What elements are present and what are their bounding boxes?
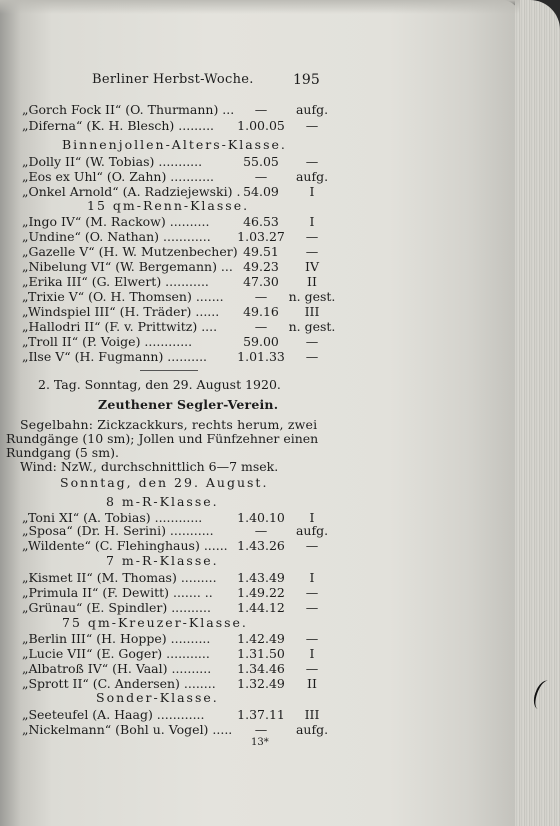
placement: III: [304, 304, 320, 319]
finish-time: 1.40.10: [237, 510, 285, 525]
course-text: Rundgänge (10 sm); Jollen und Fünfzehner einen: [6, 431, 319, 446]
course-text: Segelbahn: Zickzackkurs, rechts herum, zwei: [20, 417, 318, 432]
date-heading: Sonntag, den 29. August.: [60, 475, 269, 490]
boat-entry: „Erika III“ (G. Elwert) ...........: [22, 274, 209, 289]
boat-entry: „Trixie V“ (O. H. Thomsen) .......: [22, 289, 224, 304]
finish-time: 54.09: [243, 184, 279, 199]
boat-entry: „Troll II“ (P. Voige) ............: [22, 334, 193, 349]
finish-time: 49.16: [243, 304, 279, 319]
finish-time: —: [254, 523, 268, 538]
class-heading: 15 qm-Renn-Klasse.: [87, 198, 250, 213]
class-heading: 75 qm-Kreuzer-Klasse.: [62, 615, 248, 630]
boat-entry: „Nibelung VI“ (W. Bergemann) ...: [22, 259, 233, 274]
placement: —: [305, 349, 319, 364]
boat-entry: „Wildente“ (C. Flehinghaus) ......: [22, 538, 228, 553]
boat-entry: „Lucie VII“ (E. Goger) ...........: [22, 646, 210, 661]
finish-time: —: [254, 169, 268, 184]
placement: —: [305, 585, 319, 600]
placement: aufg.: [295, 722, 329, 737]
finish-time: —: [254, 722, 268, 737]
finish-time: 1.43.26: [237, 538, 285, 553]
placement: aufg.: [295, 523, 329, 538]
day-heading: 2. Tag. Sonntag, den 29. August 1920.: [38, 377, 281, 392]
boat-entry: „Ingo IV“ (M. Rackow) ..........: [22, 214, 210, 229]
finish-time: 59.00: [243, 334, 279, 349]
section-divider: [140, 370, 198, 371]
boat-entry: „Gorch Fock II“ (O. Thurmann) ...: [22, 102, 235, 117]
finish-time: 1.34.46: [237, 661, 285, 676]
boat-entry: „Onkel Arnold“ (A. Radziejewski) .: [22, 184, 241, 199]
finish-time: 1.03.27: [237, 229, 285, 244]
finish-time: —: [254, 319, 268, 334]
boat-entry: „Seeteufel (A. Haag) ............: [22, 707, 205, 722]
boat-entry: „Gazelle V“ (H. W. Mutzenbecher): [22, 244, 238, 259]
boat-entry: „Nickelmann“ (Bohl u. Vogel) .....: [22, 722, 233, 737]
boat-entry: „Sposa“ (Dr. H. Serini) ...........: [22, 523, 214, 538]
finish-time: —: [254, 289, 268, 304]
boat-entry: „Toni XI“ (A. Tobias) ............: [22, 510, 203, 525]
boat-entry: „Eos ex Uhl“ (O. Zahn) ...........: [22, 169, 215, 184]
boat-entry: „Berlin III“ (H. Hoppe) ..........: [22, 631, 211, 646]
finish-time: 49.51: [243, 244, 279, 259]
boat-entry: „Ilse V“ (H. Fugmann) ..........: [22, 349, 208, 364]
finish-time: 1.00.05: [237, 118, 285, 133]
finish-time: 1.32.49: [237, 676, 285, 691]
placement: I: [309, 510, 315, 525]
boat-entry: „Diferna“ (K. H. Blesch) .........: [22, 118, 215, 133]
placement: —: [305, 118, 319, 133]
boat-entry: „Primula II“ (F. Dewitt) ....... ..: [22, 585, 213, 600]
finish-time: 1.42.49: [237, 631, 285, 646]
finish-time: —: [254, 102, 268, 117]
page-shadow: [0, 0, 520, 14]
placement: —: [305, 538, 319, 553]
finish-time: 1.37.11: [237, 707, 285, 722]
class-heading: 7 m-R-Klasse.: [106, 553, 219, 568]
placement: II: [307, 274, 317, 289]
boat-entry: „Undine“ (O. Nathan) ............: [22, 229, 211, 244]
finish-time: 1.44.12: [237, 600, 285, 615]
placement: —: [305, 154, 319, 169]
placement: aufg.: [295, 169, 329, 184]
finish-time: 46.53: [243, 214, 279, 229]
class-heading: 8 m-R-Klasse.: [106, 494, 219, 509]
boat-entry: „Sprott II“ (C. Andersen) ........: [22, 676, 216, 691]
boat-entry: „Hallodri II“ (F. v. Prittwitz) ....: [22, 319, 218, 334]
boat-entry: „Kismet II“ (M. Thomas) .........: [22, 570, 217, 585]
finish-time: 49.23: [243, 259, 279, 274]
finish-time: 1.01.33: [237, 349, 285, 364]
placement: —: [305, 334, 319, 349]
boat-entry: „Albatroß IV“ (H. Vaal) ..........: [22, 661, 212, 676]
signature-mark: 13*: [251, 737, 269, 748]
placement: I: [309, 646, 315, 661]
wind-text: Wind: NzW., durchschnittlich 6—7 msek.: [20, 459, 279, 474]
placement: I: [309, 570, 315, 585]
boat-entry: „Windspiel III“ (H. Träder) ......: [22, 304, 220, 319]
placement: n. gest.: [288, 319, 336, 334]
placement: aufg.: [295, 102, 329, 117]
placement: I: [309, 214, 315, 229]
placement: —: [305, 229, 319, 244]
finish-time: 47.30: [243, 274, 279, 289]
finish-time: 1.49.22: [237, 585, 285, 600]
class-heading: Binnenjollen-Alters-Klasse.: [62, 137, 287, 152]
finish-time: 1.43.49: [237, 570, 285, 585]
finish-time: 55.05: [243, 154, 279, 169]
club-heading: Zeuthener Segler-Verein.: [98, 397, 279, 412]
running-title: Berliner Herbst-Woche.: [92, 72, 254, 87]
boat-entry: „Grünau“ (E. Spindler) ..........: [22, 600, 211, 615]
placement: I: [309, 184, 315, 199]
placement: —: [305, 600, 319, 615]
placement: —: [305, 244, 319, 259]
course-text: Rundgang (5 sm).: [6, 445, 119, 460]
page-number: 195: [293, 72, 320, 88]
placement: n. gest.: [288, 289, 336, 304]
class-heading: Sonder-Klasse.: [96, 690, 219, 705]
finish-time: 1.31.50: [237, 646, 285, 661]
boat-entry: „Dolly II“ (W. Tobias) ...........: [22, 154, 203, 169]
placement: II: [307, 676, 317, 691]
placement: IV: [305, 259, 319, 274]
placement: III: [304, 707, 320, 722]
placement: —: [305, 661, 319, 676]
placement: —: [305, 631, 319, 646]
